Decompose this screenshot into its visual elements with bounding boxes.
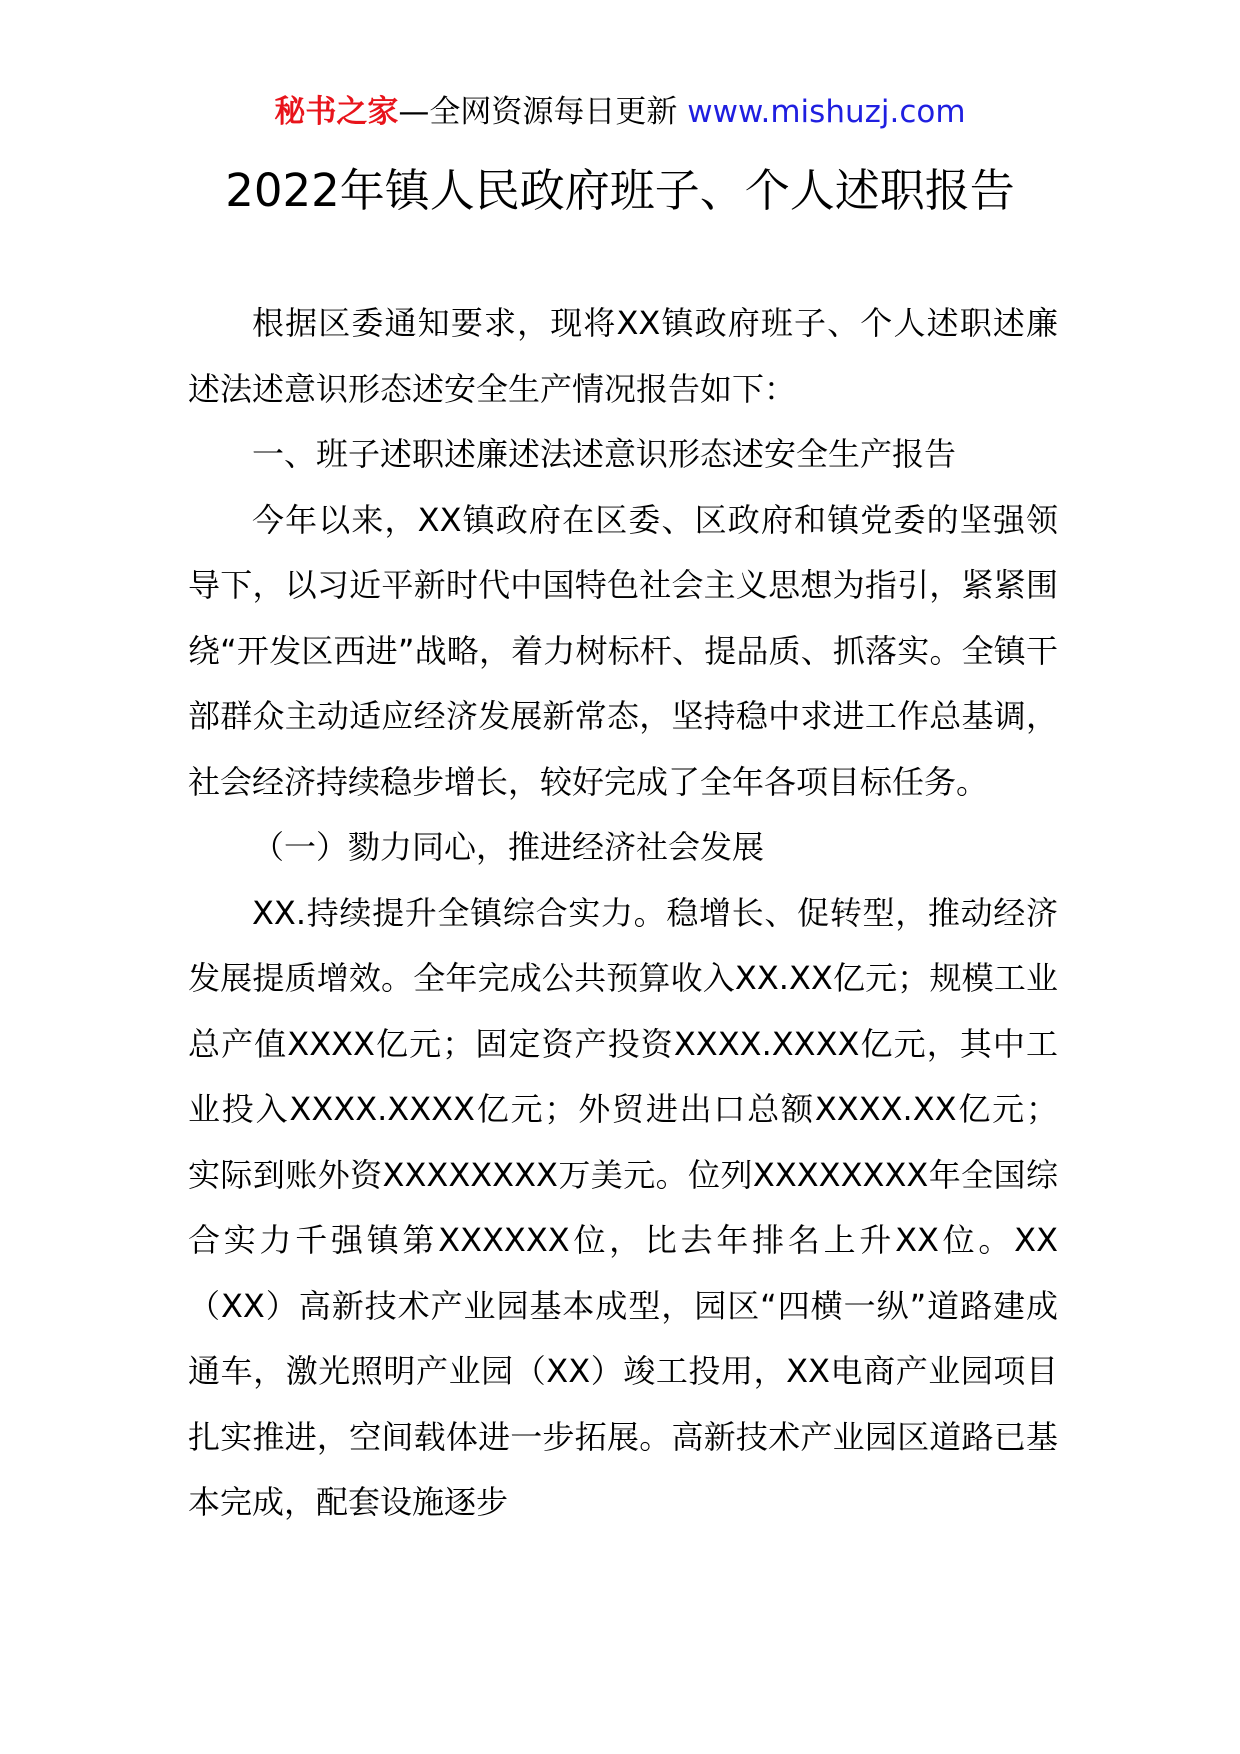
header-tagline: —全网资源每日更新	[398, 94, 688, 130]
subsection-heading-1: （一）勠力同心，推进经济社会发展	[252, 828, 765, 866]
paragraph-intro: 根据区委通知要求，现将XX镇政府班子、个人述职述廉述法述意识形态述安全生产情况报告如下：	[188, 304, 1058, 408]
section-heading-1: 一、班子述职述廉述法述意识形态述安全生产报告	[252, 435, 957, 473]
document-title: 2022年镇人民政府班子、个人述职报告	[225, 164, 1015, 217]
paragraph-economy: XX.持续提升全镇综合实力。稳增长、促转型，推动经济发展提质增效。全年完成公共预算收入XX.XX亿元；规模工业总产值XXXX亿元；固定资产投资XXXX.XXXX亿元，其中工业投入XXXX.XXXX亿元；外贸进出口总额XXXX.XX亿元；实际到账外资XXXXXXXX万美元。位列XXXXXXXX年全国综合实力千强镇第XXXXXX位，比去年排名上升XX位。XX（XX）高新技术产业园基本成型，园区“四横一纵”道路建成通车，激光照明产业园（XX）竣工投用，XX电商产业园项目扎实推进，空间载体进一步拓展。高新技术产业园区道路已基本完成，配套设施逐步	[188, 893, 1058, 1521]
document-body	[188, 291, 1058, 1536]
site-url-link[interactable]: www.mishuzj.com	[687, 94, 966, 130]
brand-name: 秘书之家	[274, 94, 399, 130]
paragraph-overview: 今年以来，XX镇政府在区委、区政府和镇党委的坚强领导下，以习近平新时代中国特色社会主义思想为指引，紧紧围绕“开发区西进”战略，着力树标杆、提品质、抓落实。全镇干部群众主动适应经济发展新常态，坚持稳中求进工作总基调，社会经济持续稳步增长，较好完成了全年各项目标任务。	[188, 500, 1058, 801]
watermark-header	[0, 92, 1240, 132]
